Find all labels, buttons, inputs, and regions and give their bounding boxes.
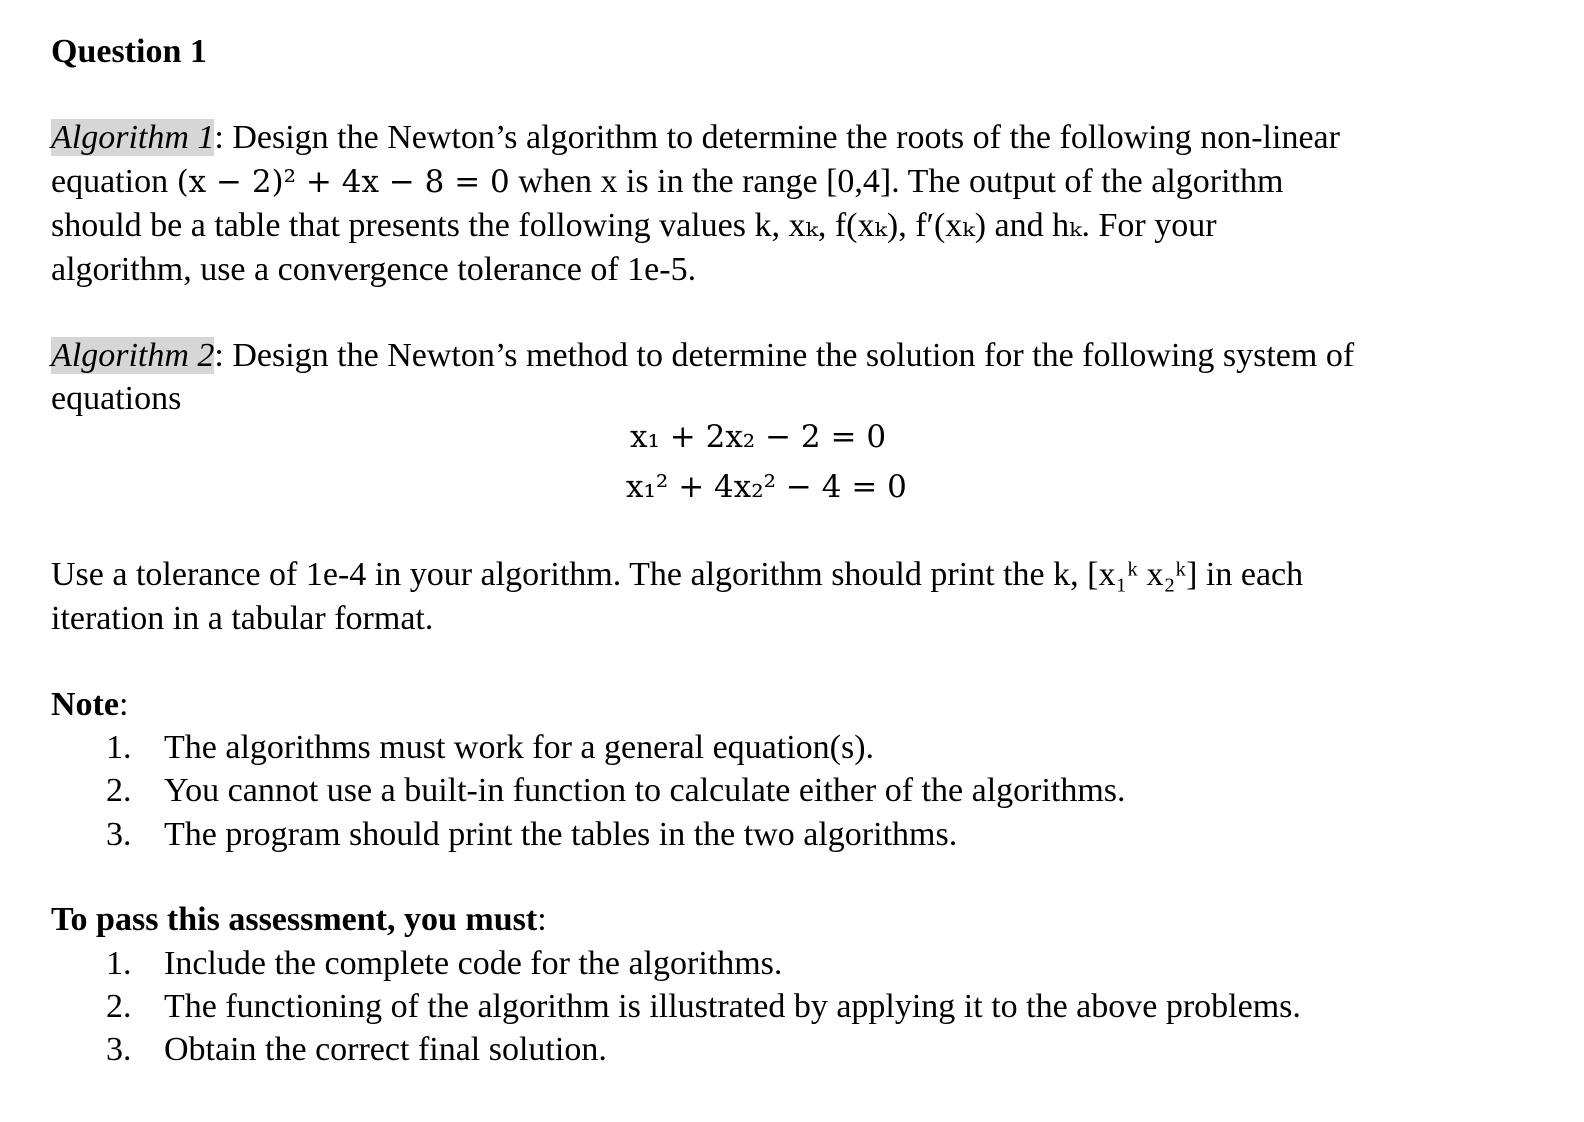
assessment-item-text: The functioning of the algorithm is illustrated by applying it to the above problems.: [164, 988, 1301, 1025]
assessment-list-item: [106, 942, 782, 986]
equation-2: x₁² + 4x₂² − 4 = 0: [626, 469, 907, 505]
note-item-number: 2.: [106, 772, 132, 809]
assessment-list-item: [106, 1028, 607, 1072]
note-list-item: [106, 813, 957, 857]
note-item-text: The algorithms must work for a general equation(s).: [164, 729, 875, 766]
algorithm1-line1-text: : Design the Newton’s algorithm to determine the roots of the following non-linear: [214, 119, 1340, 156]
algorithm1-equation: (x − 2)² + 4x − 8 = 0: [176, 164, 510, 200]
algorithm1-line2-prefix: equation: [51, 163, 177, 200]
assessment-heading-line: To pass this assessment, you must:: [51, 901, 547, 938]
assessment-list-item: [106, 985, 1301, 1029]
algorithm2-line1-text: : Design the Newton’s method to determine the solution for the following system of: [214, 337, 1355, 374]
equation-1: x₁ + 2x₂ − 2 = 0: [630, 419, 887, 455]
note-item-text: The program should print the tables in the two algorithms.: [164, 816, 958, 853]
assessment-heading: To pass this assessment, you must: [51, 901, 538, 938]
assessment-item-number: 1.: [106, 945, 132, 982]
algorithm1-line2-suffix: when x is in the range [0,4]. The output of the algorithm: [509, 163, 1284, 200]
algorithm2-line2: equations: [51, 380, 182, 417]
note-heading-line: Note:: [51, 686, 129, 723]
algorithm1-line3: should be a table that presents the following values k, xₖ, f(xₖ), f′(xₖ) and hₖ. For your: [51, 207, 1217, 244]
assessment-item-text: Obtain the correct final solution.: [164, 1031, 607, 1068]
note-item-text: You cannot use a built-in function to calculate either of the algorithms.: [164, 772, 1126, 809]
note-list-item: [106, 769, 1126, 813]
algorithm1-line1: [51, 116, 1340, 160]
note-list-item: [106, 726, 874, 770]
algorithm1-label: Algorithm 1: [51, 119, 215, 156]
algorithm2-label: Algorithm 2: [51, 337, 215, 374]
algorithm2-tolerance-line2: iteration in a tabular format.: [51, 600, 434, 637]
assessment-item-number: 2.: [106, 988, 132, 1025]
algorithm2-line1: [51, 334, 1354, 378]
algorithm1-line2: [51, 160, 1283, 204]
algorithm1-line4: algorithm, use a convergence tolerance of 1e-5.: [51, 251, 697, 288]
note-item-number: 1.: [106, 729, 132, 766]
assessment-item-text: Include the complete code for the algorithms.: [164, 945, 783, 982]
note-item-number: 3.: [106, 816, 132, 853]
algorithm2-tolerance-line1: Use a tolerance of 1e-4 in your algorithm. The algorithm should print the k, [x₁ᵏ x₂ᵏ] in each: [51, 556, 1304, 593]
question-title: Question 1: [51, 33, 207, 70]
assessment-item-number: 3.: [106, 1031, 132, 1068]
note-heading: Note: [51, 686, 119, 723]
